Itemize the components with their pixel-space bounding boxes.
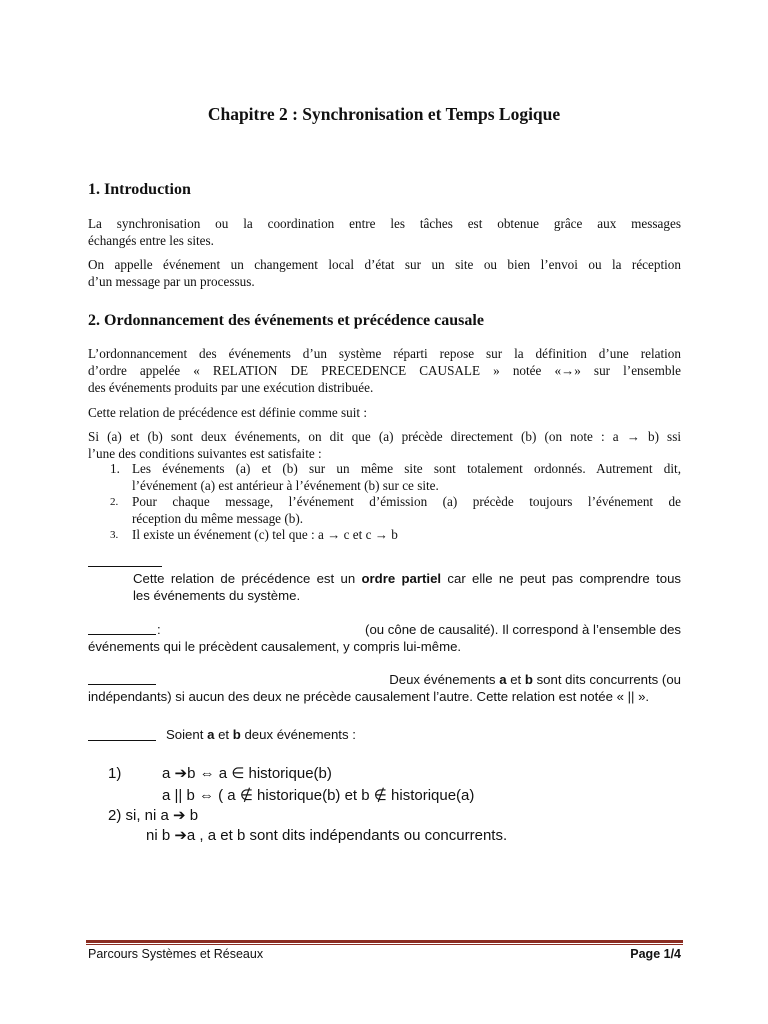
intro-p1-line-2: échangés entre les sites. bbox=[88, 233, 214, 248]
formula-independent: ni b ➔a , a et b sont dits indépendants ou concurrents. bbox=[146, 827, 508, 844]
formula-concurrency: a || b ⇔ ( a ∉ historique(b) et b ∉ historique(a) bbox=[162, 787, 475, 804]
partial-order-text: car elle ne peut pas comprendre tous bbox=[441, 571, 682, 586]
precedence-line-2: l’une des conditions suivantes est satisfaite : bbox=[88, 446, 322, 461]
definition-intro: Cette relation de précédence est définie comme suit : bbox=[88, 405, 368, 420]
condition-line: Il existe un événement (c) tel que : a → c et c → b bbox=[132, 527, 398, 542]
section-2-heading: 2. Ordonnancement des événements et précédence causale bbox=[88, 312, 484, 329]
footer-page-number: Page 1/4 bbox=[630, 947, 681, 961]
formula-number-1: 1) bbox=[108, 765, 122, 782]
precedence-condition-paragraph bbox=[88, 428, 681, 462]
partial-order-line-1 bbox=[133, 570, 681, 587]
partial-order-paragraph bbox=[133, 570, 681, 604]
section-1-heading: 1. Introduction bbox=[88, 181, 191, 198]
history-line-1: (ou cône de causalité). Il correspond à l’ensemble des bbox=[365, 622, 681, 637]
ordering-paragraph bbox=[88, 345, 681, 396]
conditions-list bbox=[88, 461, 681, 544]
partial-order-text: Cette relation de précédence est un bbox=[133, 571, 362, 586]
precedence-line-1: Si (a) et (b) sont deux événements, on dit que (a) précède directement (b) (on note : a → b) ssi bbox=[88, 429, 681, 444]
concurrency-text: Deux événements bbox=[389, 672, 500, 687]
concurrency-text: et bbox=[506, 672, 525, 687]
condition-number: 2. bbox=[110, 496, 119, 508]
condition-item bbox=[88, 494, 681, 527]
fill-in-blank bbox=[88, 740, 156, 741]
fill-in-blank bbox=[88, 684, 156, 685]
condition-line: réception du même message (b). bbox=[132, 510, 304, 526]
condition-item bbox=[88, 527, 681, 544]
intro-p2-line-2: d’un message par un processus. bbox=[88, 274, 255, 289]
partial-order-line-2: les événements du système. bbox=[133, 588, 301, 603]
condition-line: Pour chaque message, l’événement d’émission (a) précède toujours l’événement de bbox=[132, 494, 681, 509]
page-title: Chapitre 2 : Synchronisation et Temps Logique bbox=[207, 104, 561, 124]
footer-rule bbox=[86, 940, 683, 943]
fill-in-blank bbox=[88, 566, 162, 567]
history-line-2: événements qui le précèdent causalement, y compris lui-même. bbox=[88, 639, 462, 654]
history-colon: : bbox=[157, 622, 161, 637]
intro-paragraph-2 bbox=[88, 256, 681, 290]
let-var-b: b bbox=[232, 727, 241, 742]
condition-line: Les événements (a) et (b) sur un même site sont totalement ordonnés. Autrement dit, bbox=[132, 461, 681, 476]
concurrency-line-1 bbox=[373, 671, 681, 688]
ordering-line-1: L’ordonnancement des événements d’un système réparti repose sur la définition d’une relation bbox=[88, 346, 681, 361]
condition-number: 1. bbox=[110, 461, 120, 476]
concurrency-var-b: b bbox=[524, 672, 533, 687]
partial-order-bold: ordre partiel bbox=[361, 571, 442, 586]
condition-number: 3. bbox=[110, 529, 119, 541]
let-a-b-line bbox=[166, 726, 356, 743]
fill-in-blank bbox=[88, 634, 156, 635]
let-var-a: a bbox=[207, 727, 215, 742]
concurrency-line-2: indépendants) si aucun des deux ne précède causalement l’autre. Cette relation est notée « || ». bbox=[88, 689, 650, 704]
formula-causal-history: a ➔b ⇔ a ∈ historique(b) bbox=[162, 765, 332, 782]
condition-line: l’événement (a) est antérieur à l’événement (b) sur ce site. bbox=[132, 477, 439, 493]
ordering-line-3: des événements produits par une exécution distribuée. bbox=[88, 380, 374, 395]
concurrency-var-a: a bbox=[499, 672, 507, 687]
intro-p2-line-1: On appelle événement un changement local d’état sur un site ou bien l’envoi ou la réception bbox=[88, 257, 681, 272]
let-text: deux événements : bbox=[240, 727, 356, 742]
concurrency-text: sont dits concurrents (ou bbox=[532, 672, 681, 687]
condition-item bbox=[88, 461, 681, 494]
let-text: Soient bbox=[166, 727, 208, 742]
intro-paragraph-1 bbox=[88, 215, 681, 249]
formula-case-2: 2) si, ni a ➔ b bbox=[108, 807, 199, 824]
ordering-line-2: d’ordre appelée « RELATION DE PRECEDENCE CAUSALE » notée «→» sur l’ensemble bbox=[88, 363, 681, 378]
footer-course-name: Parcours Systèmes et Réseaux bbox=[88, 947, 264, 961]
footer-rule-thin bbox=[86, 944, 683, 945]
let-text: et bbox=[214, 727, 233, 742]
intro-p1-line-1: La synchronisation ou la coordination entre les tâches est obtenue grâce aux messages bbox=[88, 216, 681, 231]
